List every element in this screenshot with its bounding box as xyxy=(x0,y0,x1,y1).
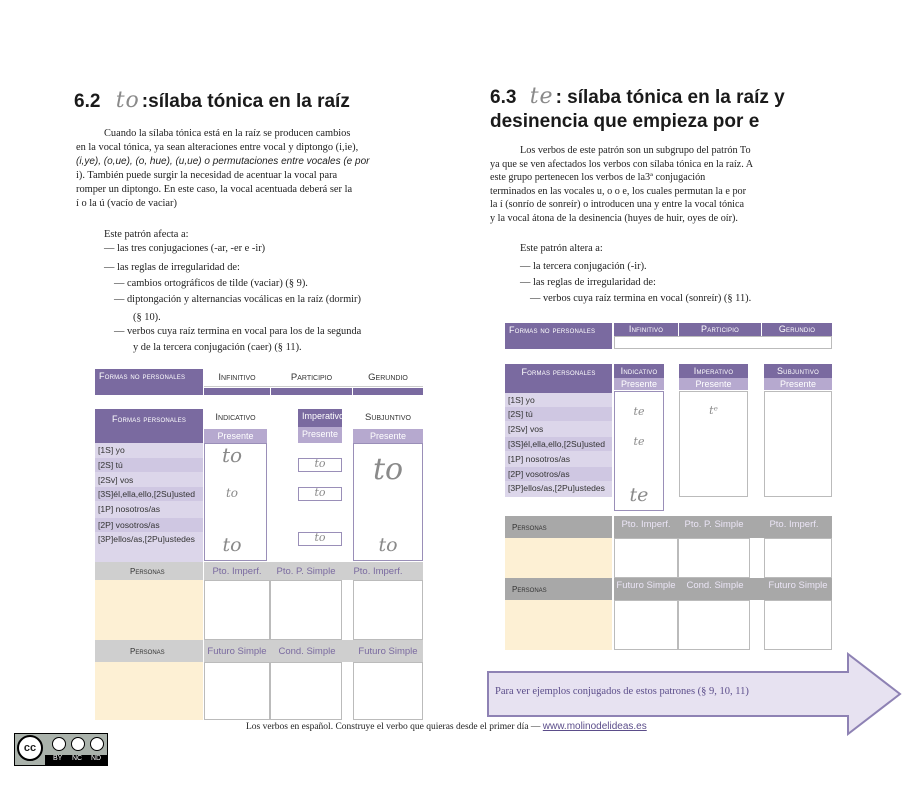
right-nonpersonal-cells xyxy=(614,336,832,349)
right-affect-2: — las reglas de irregularidad de: xyxy=(520,277,656,288)
person-row: [3S]él,ella,ello,[2Su]usted xyxy=(95,487,203,501)
right-intro xyxy=(490,144,790,225)
right-pto-p-simple: Pto. P. Simple xyxy=(684,519,744,530)
left-affect-7: y de la tercera conjugación (caer) (§ 11). xyxy=(133,342,302,353)
right-imperativo-presente xyxy=(679,378,748,390)
right-cell-psimple xyxy=(678,538,750,578)
right-personas-label-2: Personas xyxy=(512,585,547,594)
person-row: [2P] vosotros/as xyxy=(505,467,612,481)
left-subjuntivo-t7: to xyxy=(378,534,398,556)
right-heading-text1: : sílaba tónica en la raíz y xyxy=(555,87,785,108)
header-label: Indicativo xyxy=(215,412,256,423)
text-line: Los verbos de este patrón son un subgrupo del patrón To xyxy=(520,145,751,156)
license-nc: NC xyxy=(72,755,83,762)
left-imperativo-t4: to xyxy=(314,486,326,499)
header-label: Participio xyxy=(701,324,739,334)
left-formas-no-personales xyxy=(95,369,203,395)
left-cell-futuro-sub xyxy=(353,662,423,720)
right-subjuntivo-presente xyxy=(764,378,832,390)
right-imperativo-t2: tᵉ xyxy=(709,404,718,417)
text-line: Cuando la sílaba tónica está en la raíz se producen cambios xyxy=(104,128,351,139)
right-formas-no-personales xyxy=(505,323,612,349)
left-cond-simple: Cond. Simple xyxy=(278,646,336,657)
footer-link[interactable]: www.molinodelideas.es xyxy=(542,721,647,732)
cc-logo-icon xyxy=(17,735,43,761)
header-label: Formas personales xyxy=(111,414,187,424)
left-indicativo-t7: to xyxy=(222,534,242,556)
presente-label: Presente xyxy=(779,379,817,389)
left-imperativo-t2: to xyxy=(314,457,326,470)
left-indicativo-presente xyxy=(204,429,267,443)
left-heading-symbol: to xyxy=(115,88,140,113)
person-row: [3S]él,ella,ello,[2Su]usted xyxy=(505,437,612,451)
left-pto-p-simple: Pto. P. Simple xyxy=(276,566,336,577)
right-cell-futuro xyxy=(614,600,678,650)
left-pto-imperf-1: Pto. Imperf. xyxy=(212,566,262,577)
person-row: [3P]ellos/as,[2Pu]ustedes xyxy=(505,481,612,495)
header-label: Imperativo xyxy=(302,411,345,421)
left-affect-4: — diptongación y alternancias vocálicas en la raíz (dormir) xyxy=(114,294,361,305)
left-indicativo-t4: to xyxy=(225,486,239,500)
left-personas-label-1: Personas xyxy=(130,567,165,576)
header-label: Infinitivo xyxy=(628,324,664,334)
left-affect-2: — las reglas de irregularidad de: xyxy=(104,262,240,273)
right-personas-label-1: Personas xyxy=(512,523,547,532)
header-label: Formas personales xyxy=(521,367,596,377)
license-nd: ND xyxy=(91,755,102,762)
right-pto-imperf-1: Pto. Imperf. xyxy=(621,519,671,530)
text-line: la í (sonrío de sonreír) o introducen una y entre la vocal tónica xyxy=(490,199,745,210)
header-label: Formas no personales xyxy=(509,325,596,335)
person-row: [2Sv] vos xyxy=(505,422,612,436)
arrow-link-text[interactable]: Para ver ejemplos conjugados de estos patrones (§ 9, 10, 11) xyxy=(495,686,749,697)
right-cream-2 xyxy=(505,600,612,650)
left-heading-num: 6.2 xyxy=(74,91,101,112)
right-affect-1: — la tercera conjugación (-ir). xyxy=(520,261,647,272)
by-icon xyxy=(52,737,66,751)
left-futuro-simple: Futuro Simple xyxy=(207,646,267,657)
right-imperativo-header xyxy=(679,364,748,378)
left-subjuntivo-header xyxy=(353,409,423,429)
header-label: Subjuntivo xyxy=(776,366,819,376)
right-heading-symbol: te xyxy=(529,84,554,109)
right-indicativo-t7: te xyxy=(629,484,649,506)
right-gerundio-header xyxy=(762,323,832,336)
left-affect-5: (§ 10). xyxy=(133,312,161,323)
right-cond-simple: Cond. Simple xyxy=(686,580,744,591)
left-cell-futuro xyxy=(204,662,270,720)
person-row: [1S] yo xyxy=(95,443,203,457)
text-line: y la vocal átona de la desinencia (huyes de huir, oyes de oír). xyxy=(490,212,738,224)
left-pto-imperf-2: Pto. Imperf. xyxy=(353,566,403,577)
left-indicativo-t1: to xyxy=(221,443,243,467)
cc-license-badge[interactable] xyxy=(14,733,108,766)
right-indicativo-t2: te xyxy=(633,405,645,418)
text-line: terminados en las vocales u, o o e, los cuales permutan la e por xyxy=(490,185,747,197)
presente-label: Presente xyxy=(217,431,254,441)
presente-label: Presente xyxy=(620,379,658,389)
left-futuro-simple-sub: Futuro Simple xyxy=(358,646,418,657)
left-imperativo-presente xyxy=(298,427,342,443)
left-heading xyxy=(74,88,350,113)
left-imperativo-header xyxy=(298,409,345,427)
right-cell-futuro-sub xyxy=(764,600,832,650)
right-heading-line1 xyxy=(490,85,890,110)
left-cell-imperf-sub xyxy=(353,580,423,640)
text-line: este grupo pertenecen los verbos de la3ª conjugación xyxy=(490,172,706,183)
right-infinitivo-header xyxy=(614,323,678,336)
person-row: [1S] yo xyxy=(505,393,612,407)
header-label: Infinitivo xyxy=(218,372,256,383)
left-cream-1 xyxy=(95,580,203,640)
right-indicativo-presente xyxy=(614,378,664,390)
left-personas-label-2: Personas xyxy=(130,647,165,656)
right-participio-header xyxy=(679,323,761,336)
person-row: [2P] vosotros/as xyxy=(95,518,203,532)
text-line: í o la ú (vacío de vaciar) xyxy=(76,198,177,209)
person-row: [1P] nosotros/as xyxy=(95,502,203,516)
presente-label: Presente xyxy=(301,429,339,439)
right-indicativo-header xyxy=(614,364,664,378)
right-futuro-simple-sub: Futuro Simple xyxy=(768,580,828,591)
header-label: Participio xyxy=(290,372,333,383)
right-heading-num: 6.3 xyxy=(490,87,517,108)
nd-icon xyxy=(90,737,104,751)
left-nonpersonal-cells xyxy=(204,386,423,396)
left-intro xyxy=(76,127,406,211)
right-subjuntivo-cells xyxy=(764,391,832,497)
right-futuro-simple: Futuro Simple xyxy=(616,580,676,591)
header-label: Gerundio xyxy=(778,324,816,334)
right-heading-line2: desinencia que empieza por e xyxy=(490,111,760,132)
right-indicativo-t4: te xyxy=(633,435,645,448)
cc-text: cc xyxy=(23,742,37,754)
left-imperativo-t7: to xyxy=(314,531,326,544)
left-cell-imperf xyxy=(204,580,270,640)
left-affect-3: — cambios ortográficos de tilde (vaciar) (§ 9). xyxy=(114,278,308,289)
right-cell-imperf-sub xyxy=(764,538,832,578)
person-row: [1P] nosotros/as xyxy=(505,452,612,466)
person-row: [2Sv] vos xyxy=(95,473,203,487)
right-pto-imperf-2: Pto. Imperf. xyxy=(769,519,819,530)
text-line: ya que se ven afectados los verbos con sílaba tónica en la raíz. A xyxy=(490,158,754,170)
left-affects-title: Este patrón afecta a: xyxy=(104,229,189,240)
left-heading-text: :sílaba tónica en la raíz xyxy=(141,91,350,112)
person-row: [3P]ellos/as,[2Pu]ustedes xyxy=(95,532,203,546)
left-cream-2 xyxy=(95,662,203,720)
right-cream-1 xyxy=(505,538,612,578)
presente-label: Presente xyxy=(695,379,732,389)
left-formas-personales xyxy=(95,409,203,443)
text-line: i). También puede surgir la necesidad de acentuar la vocal para xyxy=(76,170,338,181)
presente-label: Presente xyxy=(369,431,407,441)
left-affect-6: — verbos cuya raíz termina en vocal para los de la segunda xyxy=(114,326,362,337)
right-formas-personales xyxy=(505,364,612,393)
right-cell-cond xyxy=(678,600,750,650)
left-cell-psimple xyxy=(270,580,342,640)
right-heading xyxy=(490,85,890,134)
left-cell-cond xyxy=(270,662,342,720)
right-subjuntivo-header xyxy=(764,364,832,378)
left-subjuntivo-t-big: to xyxy=(372,452,404,487)
right-cell-imperf xyxy=(614,538,678,578)
header-label: Imperativo xyxy=(693,366,734,376)
footer xyxy=(246,721,647,732)
nc-icon xyxy=(71,737,85,751)
header-label: Subjuntivo xyxy=(364,412,411,423)
person-row: [2S] tú xyxy=(505,407,612,421)
right-affect-3: — verbos cuya raíz termina en vocal (sonreír) (§ 11). xyxy=(530,293,752,304)
header-label: Gerundio xyxy=(368,372,408,383)
footer-text: Los verbos en español. Construye el verbo que quieras desde el primer día — xyxy=(246,722,541,732)
text-line: romper un diptongo. En este caso, la vocal acentuada deberá ser la xyxy=(76,184,353,195)
person-row: [2S] tú xyxy=(95,458,203,472)
header-label: Formas no personales xyxy=(99,371,186,381)
text-line: en la vocal tónica, ya sean alteraciones entre vocal y diptongo (i,ie), xyxy=(76,142,359,153)
right-affects-title: Este patrón altera a: xyxy=(520,243,603,254)
header-label: Indicativo xyxy=(620,366,658,376)
text-line: (i,ye), (o,ue), (o, hue), (u,ue) o permutaciones entre vocales (e por xyxy=(76,156,370,167)
left-affect-1: — las tres conjugaciones (-ar, -er e -ir) xyxy=(104,243,266,254)
left-indicativo-header xyxy=(204,409,267,429)
left-subjuntivo-presente xyxy=(353,429,423,443)
license-by: BY xyxy=(53,755,63,762)
